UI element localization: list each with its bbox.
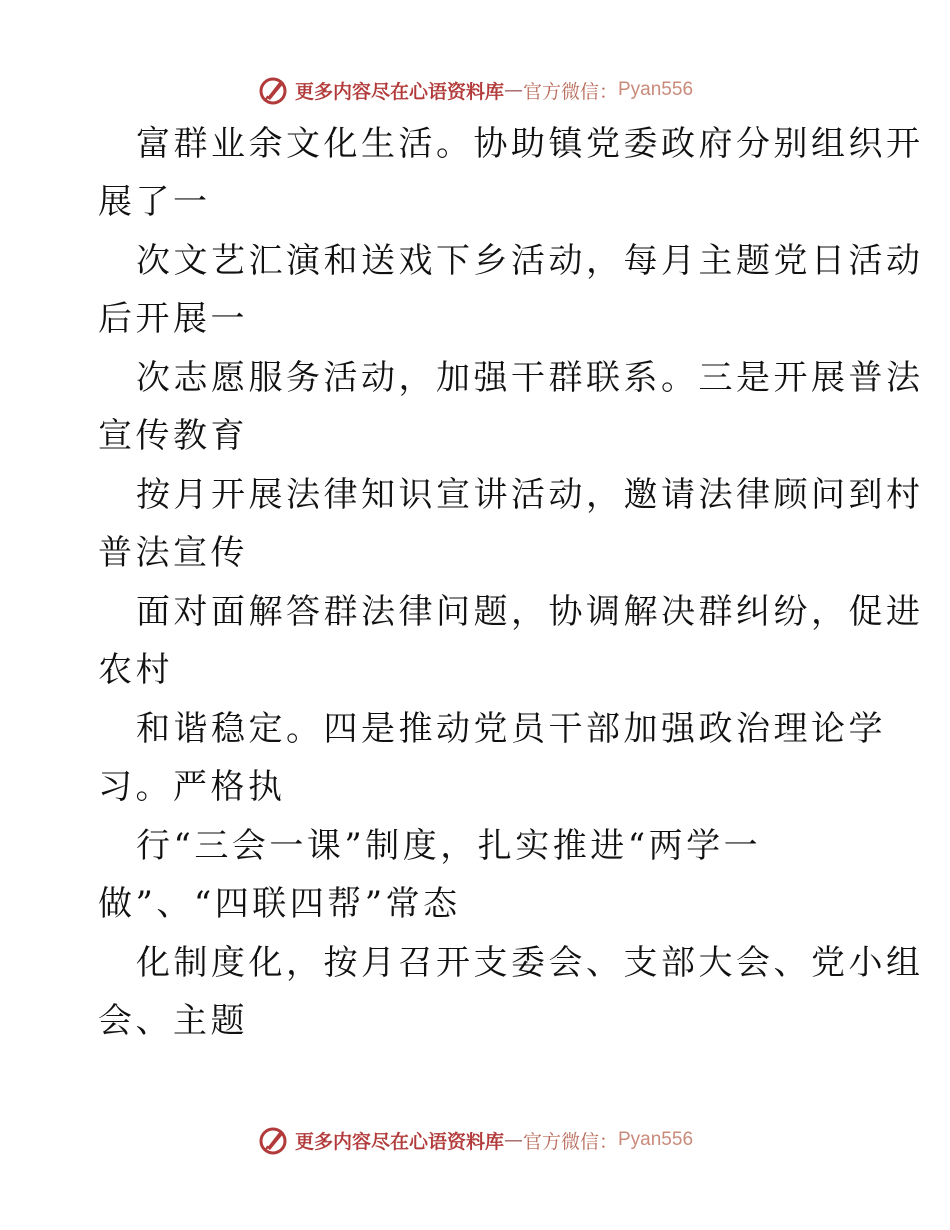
text-line: 富群业余文化生活。协助镇党委政府分别组织开 <box>136 124 924 164</box>
header-banner <box>0 70 950 110</box>
banner-separator: — <box>503 1129 523 1151</box>
quill-logo-icon <box>257 74 289 106</box>
banner-wechat-id: Pyan556 <box>618 1129 694 1150</box>
text-line: 和谐稳定。四是推动党员干部加强政治理论学 <box>136 709 886 749</box>
text-line: 展了一 <box>98 182 211 222</box>
banner-text: 更多内容尽在心语资料库 <box>294 80 504 103</box>
banner-text: 更多内容尽在心语资料库 <box>294 1130 504 1153</box>
text-line: 按月开展法律知识宣讲活动，邀请法律顾问到村 <box>136 475 924 515</box>
text-line: 次志愿服务活动，加强干群联系。三是开展普法 <box>136 358 924 398</box>
footer-banner <box>0 1120 950 1160</box>
text-line: 化制度化，按月召开支委会、支部大会、党小组 <box>136 943 924 983</box>
text-line: 行“三会一课”制度，扎实推进“两学一 <box>136 826 762 866</box>
text-line: 会、主题 <box>98 1001 248 1041</box>
quill-logo-icon <box>257 1124 289 1156</box>
banner-wechat-label: 官方微信： <box>522 80 618 103</box>
text-line: 普法宣传 <box>98 533 248 573</box>
text-line: 宣传教育 <box>98 416 248 456</box>
text-line: 做”、“四联四帮”常态 <box>98 884 461 924</box>
banner-wechat-label: 官方微信： <box>522 1130 618 1153</box>
text-line: 次文艺汇演和送戏下乡活动，每月主题党日活动 <box>136 241 924 281</box>
text-line: 面对面解答群法律问题，协调解决群纠纷，促进 <box>136 592 924 632</box>
banner-separator: — <box>503 79 523 101</box>
text-line: 习。严格执 <box>98 767 286 807</box>
text-line: 农村 <box>98 650 173 690</box>
banner-wechat-id: Pyan556 <box>618 79 694 100</box>
text-line: 后开展一 <box>98 299 248 339</box>
